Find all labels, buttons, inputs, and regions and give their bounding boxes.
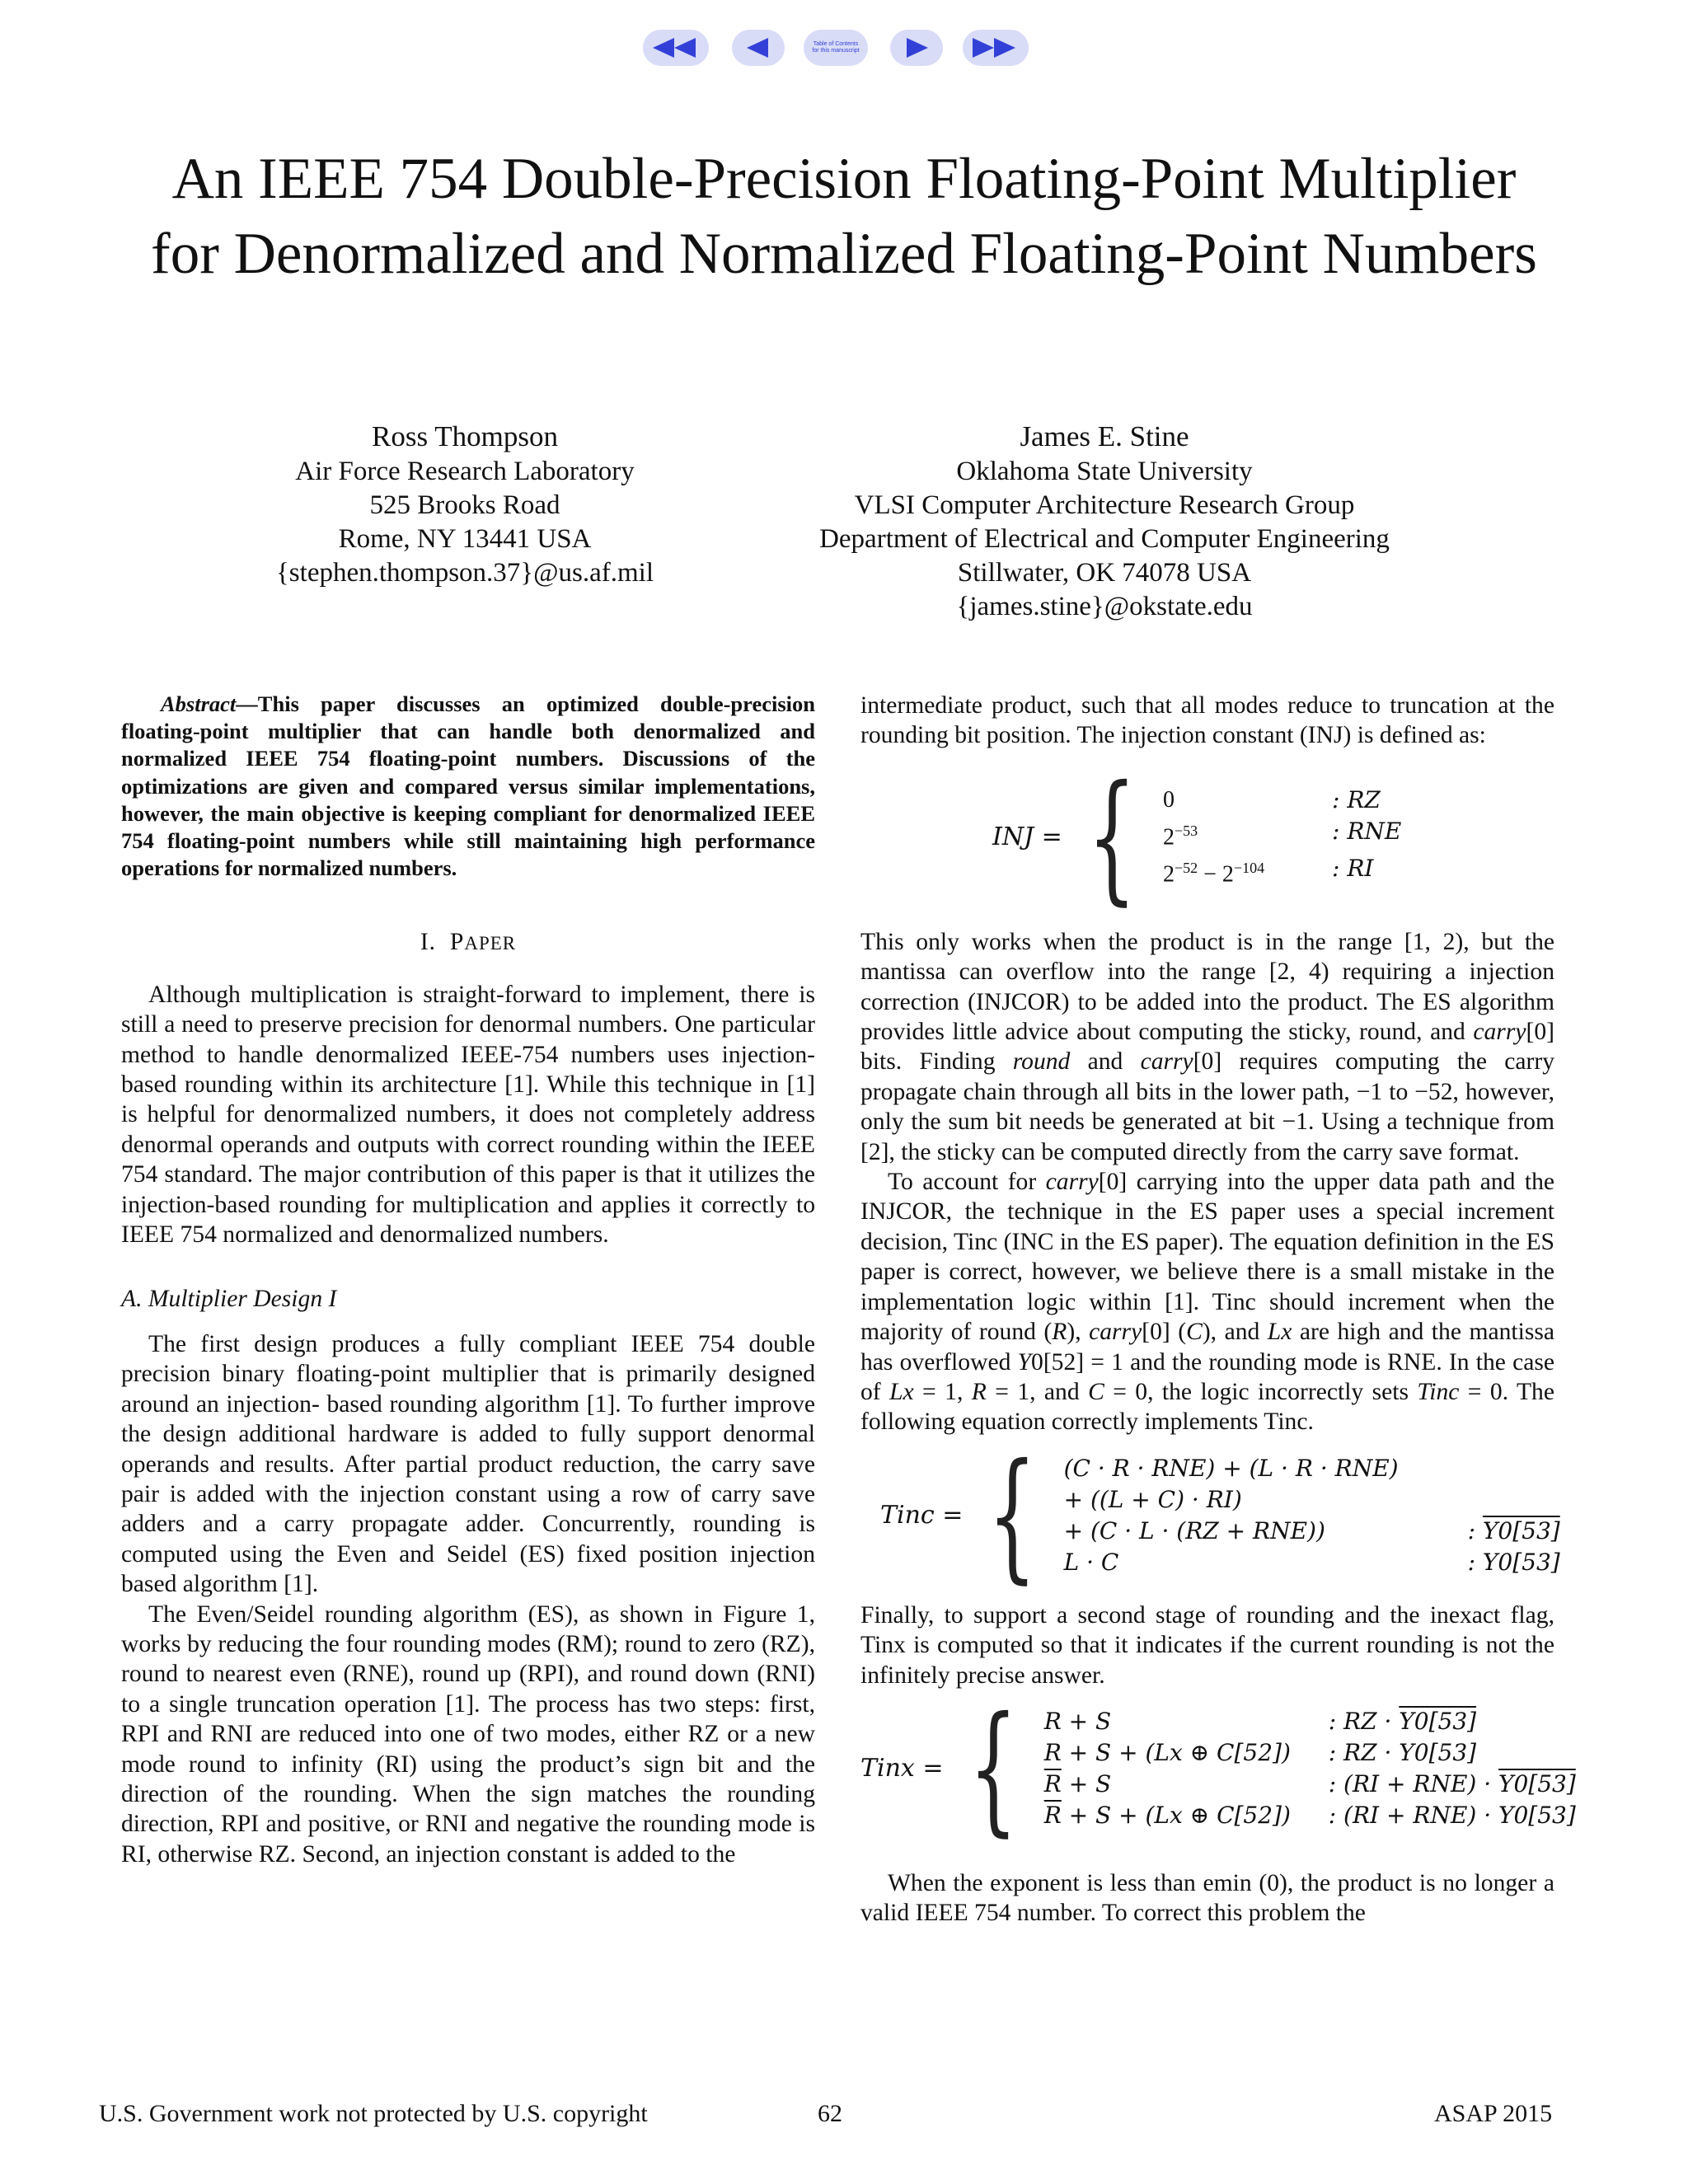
double-left-arrow-icon: [653, 38, 699, 58]
tinc-equation: [880, 1433, 1560, 1597]
paragraph: When the exponent is less than emin (0), the product is no longer a valid IEEE 754 number. To correct this problem the: [860, 1869, 1554, 1927]
author-block-1: [135, 419, 795, 590]
double-right-arrow-icon: [973, 38, 1019, 58]
author-block-2: [775, 419, 1434, 624]
left-brace-icon: {: [987, 1433, 1038, 1597]
equation-lhs: Tinc =: [880, 1500, 964, 1530]
next-page-button[interactable]: [890, 30, 943, 66]
author-affiliation: Air Force Research Laboratory: [295, 457, 635, 486]
left-arrow-icon: [747, 38, 770, 58]
author-city: Rome, NY 13441 USA: [338, 524, 592, 554]
page-number: 62: [818, 2100, 842, 2127]
right-arrow-icon: [905, 38, 928, 58]
subsection-heading: A. Multiplier Design I: [121, 1286, 337, 1313]
paragraph: The first design produces a fully compliant IEEE 754 double precision binary floating-point multiplier that is primarily designed around an injection- based rounding algorithm [1]. To further improve the design additional hardware is added to fully support denormal operands and results. After partial product reduction, the carry save pair is added with the injection constant using a row of carry save adders and a carry propagate adder. Concurrently, rounding is computed using the Even and Seidel (ES) fixed position injection based algorithm [1].: [121, 1330, 815, 1598]
injection-constant-equation: [992, 755, 1554, 919]
equation-lhs: Tinx =: [860, 1753, 944, 1783]
paragraph: This only works when the product is in the range [1, 2), but the mantissa can overflow into the range [2, 4) requiring a injection correction (INJCOR) to be added into the product. The ES algorithm provides little advice about computing the sticky, round, and carry[0] bits. Finding round and carry[0] requires computing the carry propagate chain through all bits in the lower path, −1 to −52, however, only the sum bit needs be generated at bit −1. Using a technique from [2], the sticky can be computed directly from the carry save format.: [860, 928, 1554, 1165]
author-name: Ross Thompson: [372, 420, 558, 452]
abstract-text: —This paper discusses an optimized double-precision floating-point multiplier that can handle both denormalized and normalized IEEE 754 floating-point numbers. Discussions of the optimizations are given and compared versus similar implementations, however, the main objective is keeping compliant for denormalized IEEE 754 floating-point numbers while still maintaining high performance operations for normalized numbers.: [121, 691, 815, 881]
tinx-equation: [860, 1686, 1576, 1850]
toc-label-line1: Table of Contents: [813, 41, 859, 47]
copyright-notice: U.S. Government work not protected by U.S. copyright: [99, 2100, 648, 2127]
author-name: James E. Stine: [1020, 420, 1189, 452]
navigation-bar: [0, 30, 1688, 68]
author-email: {stephen.thompson.37}@us.af.mil: [275, 558, 654, 588]
author-department: Department of Electrical and Computer Engineering: [819, 524, 1390, 554]
left-brace-icon: {: [968, 1686, 1018, 1850]
paragraph: intermediate product, such that all modes reduce to truncation at the rounding bit position. The injection constant (INJ) is defined as:: [860, 692, 1554, 749]
abstract: [121, 691, 815, 882]
toc-label-line2: for this manuscript: [812, 48, 860, 54]
equation-cases: 0 : RZ $2^{-53}$ : RNE $2^{-52} - 2^{-104}$ : RI: [1162, 785, 1402, 888]
left-column: [121, 691, 815, 1869]
author-group: VLSI Computer Architecture Research Group: [854, 490, 1355, 520]
paragraph: To account for carry[0] carrying into the upper data path and the INJCOR, the technique in the ES paper uses a special increment decision, Tinc (INC in the ES paper). The equation definition in the ES paper is correct, however, we believe there is a small mistake in the implementation logic within [1]. Tinc should increment when the majority of round (R), carry[0] (C), and Lx are high and the mantissa has overflowed Y0[52] = 1 and the rounding mode is RNE. In the case of Lx = 1, R = 1, and C = 0, the logic incorrectly sets Tinc = 0. The following equation correctly implements Tinc.: [860, 1169, 1555, 1436]
conference-name: ASAP 2015: [1434, 2100, 1553, 2127]
equation-cases: R + S : RZ · Y0[53] R + S + (Lx ⊕ C[52]) : RZ · Y0[53] $\overline{R} + S$ : (RI + RNE) · Y0[53] $\overline{R} + S + (Lx$ ⊕ C[52]) : (RI + RNE) · Y0[53]: [1043, 1708, 1576, 1830]
table-of-contents-button[interactable]: [804, 30, 868, 66]
last-page-button[interactable]: [963, 30, 1029, 66]
author-city: Stillwater, OK 74078 USA: [957, 558, 1252, 588]
author-email: {james.stine}@okstate.edu: [956, 592, 1253, 621]
paper-title: An IEEE 754 Double-Precision Floating-Point Multiplier for Denormalized and Normalized Floating-Point Numbers: [151, 147, 1537, 286]
paragraph: The Even/Seidel rounding algorithm (ES), as shown in Figure 1, works by reducing the four rounding modes (RM); round to zero (RZ), round to nearest even (RNE), round up (RPI), and round down (RNI) to a single truncation operation [1]. The process has two steps: first, RPI and RNI are reduced into one of two modes, either RZ or a new mode round to infinity (RI) using the product’s sign bit and the direction of the rounding. When the sign matches the rounding direction, RPI and positive, or RNI and negative the rounding mode is RI, otherwise RZ. Second, an injection constant is added to the: [121, 1601, 815, 1868]
equation-lhs: INJ =: [992, 822, 1062, 851]
abstract-label: Abstract: [161, 691, 237, 716]
right-column: [860, 691, 1576, 1929]
section-heading: I. PAPER: [420, 929, 517, 956]
left-brace-icon: {: [1087, 755, 1137, 919]
first-page-button[interactable]: [643, 30, 709, 66]
equation-cases: (C · R · RNE) + (L · R · RNE) + ((L + C) · RI) + (C · L · (RZ + RNE)) : Y0[53] L · C : Y0[53]: [1063, 1455, 1560, 1577]
author-address: 525 Brooks Road: [369, 490, 560, 520]
author-affiliation: Oklahoma State University: [956, 457, 1253, 486]
paragraph: Finally, to support a second stage of rounding and the inexact flag, Tinx is computed so that it indicates if the current rounding is not the infinitely precise answer.: [860, 1601, 1554, 1689]
previous-page-button[interactable]: [732, 30, 785, 66]
paragraph: Although multiplication is straight-forward to implement, there is still a need to preserve precision for denormal numbers. One particular method to handle denormalized IEEE-754 numbers uses injection-based rounding within its architecture [1]. While this technique in [1] is helpful for denormalized numbers, it does not completely address denormal operands and outputs with correct rounding within the IEEE 754 standard. The major contribution of this paper is that it utilizes the injection-based rounding for multiplication and applies it correctly to IEEE 754 normalized and denormalized numbers.: [121, 981, 815, 1249]
